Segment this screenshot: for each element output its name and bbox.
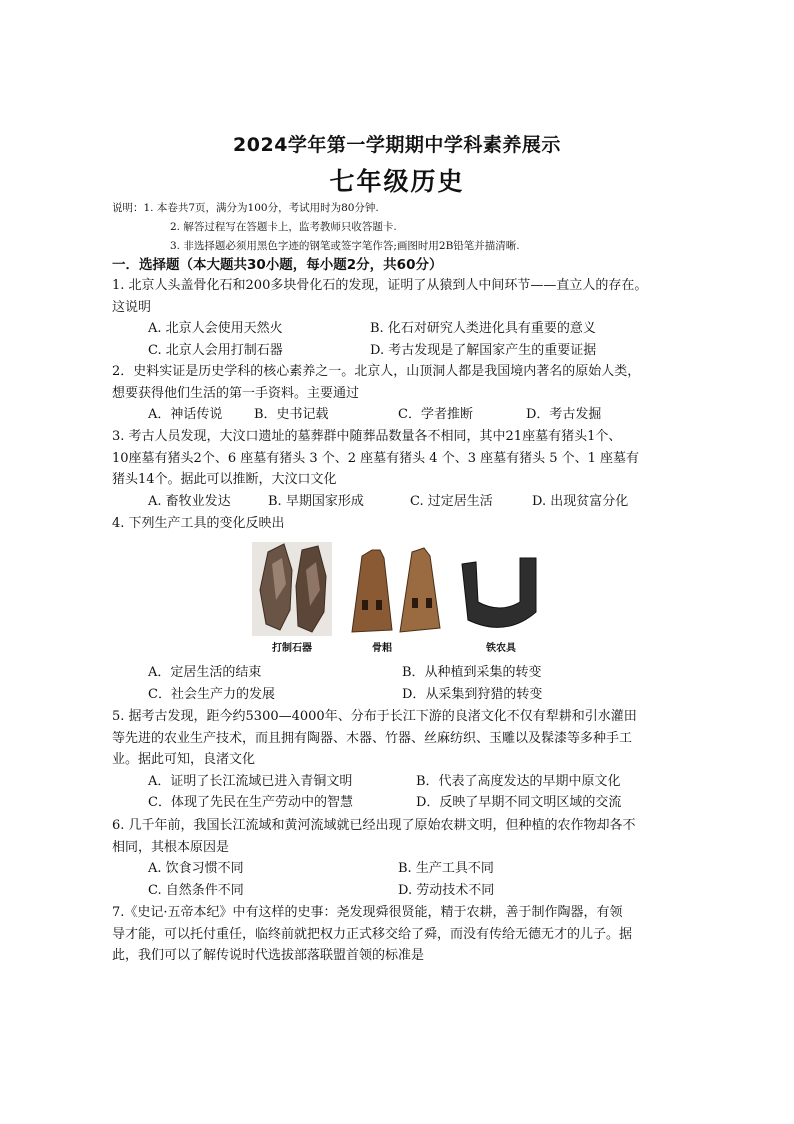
instruction-3: 3. 非选择题必须用黑色字迹的钢笔或签字笔作答;画图时用2B铅笔并描清晰.	[170, 240, 520, 252]
question-text: 这说明	[112, 299, 152, 315]
section-title: 一．选择题（本大题共30小题，每小题2分，共60分）	[112, 257, 443, 273]
option-c: C. 过定居生活	[410, 493, 493, 509]
figure-label-bone: 骨耜	[372, 643, 392, 654]
question-text: 导才能，可以托付重任，临终前就把权力正式移交给了舜，而没有传给无德无才的儿子。据	[112, 926, 633, 942]
question-text: 2．史料实证是历史学科的核心素养之一。北京人，山顶洞人都是我国境内著名的原始人类，	[112, 364, 641, 379]
tools-figure	[0, 540, 794, 655]
option-row	[112, 318, 684, 340]
question-4-options	[112, 662, 684, 705]
option-d: D. 出现贫富分化	[532, 493, 629, 509]
option-c: C. 北京人会用打制石器	[148, 342, 283, 358]
question-text: 6. 几千年前，我国长江流域和黄河流域就已经出现了原始农耕文明，但种植的农作物却各不	[112, 818, 636, 833]
question-text: 7.《史记·五帝本纪》中有这样的史事：尧发现舜很贤能，精于农耕，善于制作陶器，有领	[112, 905, 623, 920]
question-7	[112, 902, 684, 967]
option-c: C．学者推断	[398, 407, 473, 422]
bone-spade-icon	[400, 548, 440, 632]
option-row	[112, 340, 684, 362]
question-text: 1. 北京人头盖骨化石和200多块骨化石的发现，证明了从猿到人中间环节——直立人的存在。	[112, 278, 648, 293]
question-2	[112, 361, 684, 426]
question-text: 此，我们可以了解传说时代选拔部落联盟首领的标准是	[112, 948, 425, 963]
question-text: 5. 据考古发现，距今约5300—4000年、分布于长江下游的良渚文化不仅有犁耕和引水灌田	[112, 709, 637, 724]
option-d: D．反映了早期不同文明区域的交流	[416, 795, 622, 810]
question-6	[112, 815, 684, 901]
question-text: 业。据此可知，良渚文化	[112, 752, 256, 767]
option-a: A．神话传说	[148, 407, 223, 422]
option-b: B. 早期国家形成	[268, 493, 364, 509]
option-b: B．史书记载	[254, 407, 329, 422]
option-a: A. 北京人会使用天然火	[148, 321, 283, 336]
option-row	[112, 662, 684, 684]
question-4	[112, 513, 684, 535]
option-c: C. 自然条件不同	[148, 882, 244, 898]
question-text: 想要获得他们生活的第一手资料。主要通过	[112, 385, 360, 401]
option-b: B．代表了高度发达的早期中原文化	[416, 773, 621, 789]
question-text: 3. 考古人员发现，大汶口遗址的墓葬群中随葬品数量各不相同，其中21座墓有猪头1个、	[112, 429, 622, 444]
bone-spade-icon	[352, 550, 392, 632]
instruction-1: 说明：1. 本卷共7页，满分为100分，考试用时为80分钟.	[112, 202, 379, 214]
option-b: B. 生产工具不同	[398, 861, 494, 876]
question-1	[112, 275, 684, 361]
instruction-2: 2. 解答过程写在答题卡上，监考教师只收答题卡.	[170, 221, 397, 233]
option-row	[112, 684, 684, 706]
option-d: D. 劳动技术不同	[398, 882, 495, 898]
exam-subject-title: 七年级历史	[329, 167, 465, 196]
option-d: D．考古发掘	[526, 407, 602, 422]
option-c: C．体现了先民在生产劳动中的智慧	[148, 795, 353, 810]
question-3	[112, 426, 684, 512]
option-d: D. 考古发现是了解国家产生的重要证据	[370, 342, 597, 358]
question-text: 4. 下列生产工具的变化反映出	[112, 516, 285, 531]
option-a: A. 畜牧业发达	[148, 493, 231, 509]
question-text: 10座墓有猪头2个、6 座墓有猪头 3 个、2 座墓有猪头 4 个、3 座墓有猪头 5 个、1 座墓有	[112, 450, 640, 466]
question-5	[112, 706, 684, 814]
option-row	[112, 792, 684, 814]
option-row	[112, 404, 684, 426]
option-a: A．定居生活的结束	[148, 665, 262, 680]
option-row	[112, 880, 684, 902]
figure-label-iron: 铁农具	[486, 643, 516, 654]
option-c: C．社会生产力的发展	[148, 686, 275, 702]
exam-instructions	[112, 199, 520, 256]
question-text: 猪头14个。据此可以推断，大汶口文化	[112, 472, 337, 487]
option-b: B. 化石对研究人类进化具有重要的意义	[370, 321, 596, 336]
question-text: 相同，其根本原因是	[112, 839, 230, 855]
option-row	[112, 491, 684, 513]
option-a: A．证明了长江流域已进入青铜文明	[148, 773, 353, 789]
option-b: B．从种植到采集的转变	[402, 665, 542, 680]
figure-label-stone: 打制石器	[272, 643, 312, 654]
option-a: A. 饮食习惯不同	[148, 861, 244, 876]
iron-tool-icon	[462, 558, 536, 627]
option-row	[112, 858, 684, 880]
option-d: D．从采集到狩猎的转变	[402, 686, 543, 702]
option-row	[112, 771, 684, 793]
exam-title: 2024学年第一学期期中学科素养展示	[233, 134, 561, 156]
question-text: 等先进的农业生产技术，而且拥有陶器、木器、竹器、丝麻纺织、玉雕以及髹漆等多种手工	[112, 730, 633, 746]
